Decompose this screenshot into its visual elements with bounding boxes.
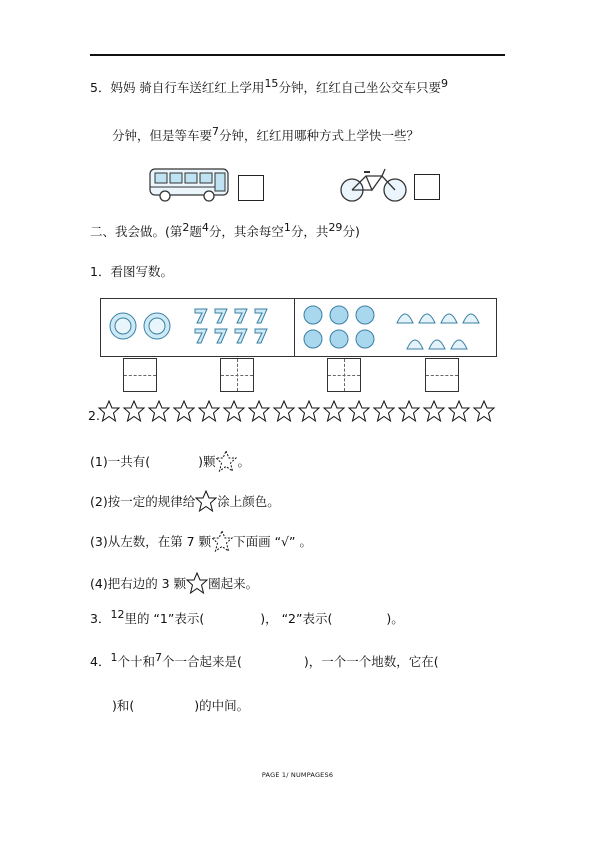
number-seven-icon (191, 305, 281, 349)
lion-icon (107, 309, 177, 343)
picture-panel (100, 298, 497, 357)
star-icon (195, 490, 217, 512)
section2-heading: 二、我会做。(第2题4分，其余每空1分，共29分) (90, 221, 360, 239)
q2-part1: (1)一共有( )颗 。 (90, 450, 250, 472)
q2-part4: (4)把右边的 3 颗 圈起来。 (90, 572, 258, 594)
page-footer: PAGE 1/ NUMPAGES6 (261, 771, 334, 779)
bicycle-answer-box[interactable] (414, 174, 440, 200)
q2-part3: (3)从左数，在第 7 颗 下面画 “√” 。 (90, 530, 312, 552)
q4-line2: )和( )的中间。 (112, 698, 250, 713)
bus-answer-box[interactable] (238, 175, 264, 201)
star-icon (215, 450, 237, 472)
q5-line1: 5．妈妈 骑自行车送红红上学用15分钟，红红自己坐公交车只要9 (90, 77, 448, 95)
star-icon (186, 572, 208, 594)
answer-box-apples[interactable] (327, 358, 361, 392)
bus-image (147, 163, 232, 203)
q4-line1: 4．1个十和7个一合起来是( )，一个一个地数，它在( (90, 651, 439, 669)
bicycle-image (338, 166, 410, 204)
answer-box-sevens[interactable] (220, 358, 254, 392)
q1-heading: 1．看图写数。 (90, 264, 173, 279)
q3-line: 3．12里的 “1”表示( )， “2”表示( )。 (90, 608, 404, 626)
star-icon (211, 530, 233, 552)
peach-icon (393, 303, 489, 351)
q2-number: 2. (88, 408, 100, 423)
q2-part2: (2)按一定的规律给 涂上颜色。 (90, 490, 280, 512)
top-rule (90, 54, 505, 56)
star-row[interactable] (98, 400, 498, 424)
answer-box-lions[interactable] (123, 358, 157, 392)
q5-line2: 分钟，但是等车要7分钟，红红用哪种方式上学快一些？ (112, 125, 420, 143)
answer-box-peaches[interactable] (425, 358, 459, 392)
apple-icon (301, 303, 381, 351)
